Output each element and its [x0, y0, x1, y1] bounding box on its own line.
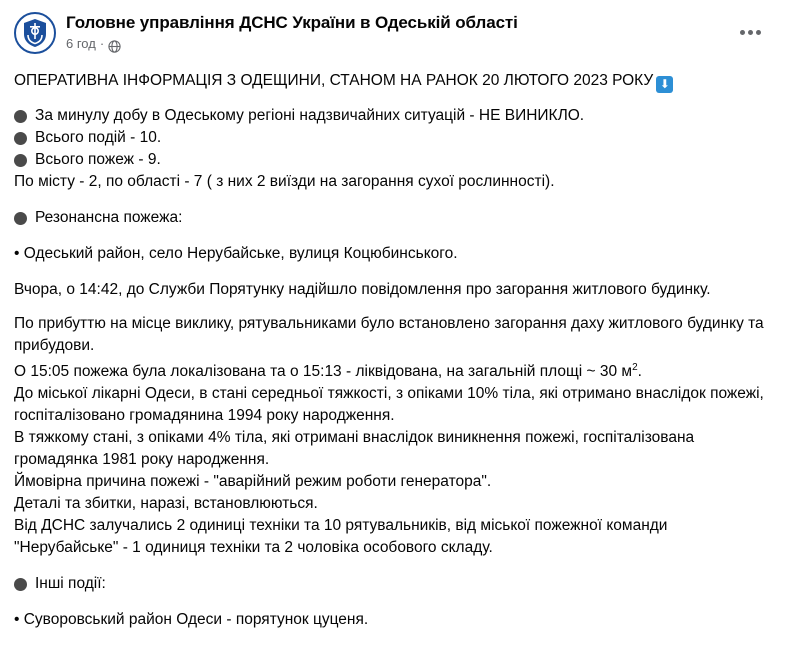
meta-separator: ·	[99, 36, 105, 51]
paragraph-with-superscript	[14, 357, 772, 383]
list-item-label: Резонансна пожежа:	[35, 209, 183, 226]
black-circle-icon	[14, 578, 27, 591]
post-header-text	[66, 12, 518, 52]
paragraph: Від ДСНС залучались 2 одиниці техніки та 10 рятувальників, від міської пожежної команди "Нерубайське" - 1 одиниця техніки та 2 чоловіка особового складу.	[14, 517, 672, 557]
post-header	[14, 12, 772, 56]
page-name[interactable]: Головне управління ДСНС України в Одеській області	[66, 13, 518, 32]
globe-icon[interactable]	[108, 40, 121, 53]
paragraph-text-after: .	[637, 363, 642, 381]
black-circle-icon	[14, 110, 27, 123]
dsns-emblem-icon	[16, 14, 54, 52]
list-item	[14, 127, 772, 149]
paragraph: • Одеський район, село Нерубайське, вулиця Коцюбинського.	[14, 245, 458, 262]
down-arrow-emoji-icon: ⬇	[656, 76, 673, 93]
paragraph: В тяжкому стані, з опіками 4% тіла, які отримані внаслідок виникнення пожежі, госпіталізована громадянка 1981 року народження.	[14, 429, 699, 469]
paragraph: Деталі та збитки, наразі, встановлюються.	[14, 495, 318, 513]
black-circle-icon	[14, 132, 27, 145]
list-item-label: За минулу добу в Одеському регіоні надзвичайних ситуацій - НЕ ВИНИКЛО.	[35, 107, 585, 124]
paragraph: По місту - 2, по області - 7 ( з них 2 виїзди на загорання сухої рослинності).	[14, 173, 555, 190]
avatar[interactable]	[14, 12, 56, 54]
paragraph: Вчора, о 14:42, до Служби Порятунку надійшло повідомлення про загорання житлового будинку.	[14, 281, 711, 298]
black-circle-icon	[14, 212, 27, 225]
post-title: ОПЕРАТИВНА ІНФОРМАЦІЯ З ОДЕЩИНИ, СТАНОМ НА РАНОК 20 ЛЮТОГО 2023 РОКУ	[14, 72, 654, 89]
list-item	[14, 149, 772, 171]
paragraph: По прибуттю на місце виклику, рятувальниками було встановлено загорання даху житлового будинку та прибудови.	[14, 315, 768, 354]
list-item	[14, 105, 772, 127]
post-body	[14, 70, 772, 631]
paragraph-text-before: О 15:05 пожежа була локалізована та о 15:13 - ліквідована, на загальній площі ~ 30 м	[14, 363, 633, 381]
post-timestamp[interactable]: 6 год	[66, 36, 96, 51]
paragraph: До міської лікарні Одеси, в стані середньої тяжкості, з опіками 10% тіла, які отримано внаслідок пожежі, госпіталізовано громадянина 1994 року народження.	[14, 385, 769, 425]
post-meta	[66, 36, 518, 52]
paragraph: • Суворовський район Одеси - порятунок цуценя.	[14, 611, 369, 629]
paragraph: Ймовірна причина пожежі - "аварійний режим роботи генератора".	[14, 473, 492, 491]
list-item	[14, 207, 772, 229]
black-circle-icon	[14, 154, 27, 167]
list-item	[14, 573, 772, 595]
post-title-line	[14, 70, 772, 93]
list-item-label: Всього подій - 10.	[35, 129, 162, 146]
ellipsis-icon[interactable]	[732, 20, 768, 44]
superscript: 2	[632, 362, 638, 373]
list-item-label: Всього пожеж - 9.	[35, 151, 161, 168]
list-item-label: Інші події:	[35, 575, 106, 593]
